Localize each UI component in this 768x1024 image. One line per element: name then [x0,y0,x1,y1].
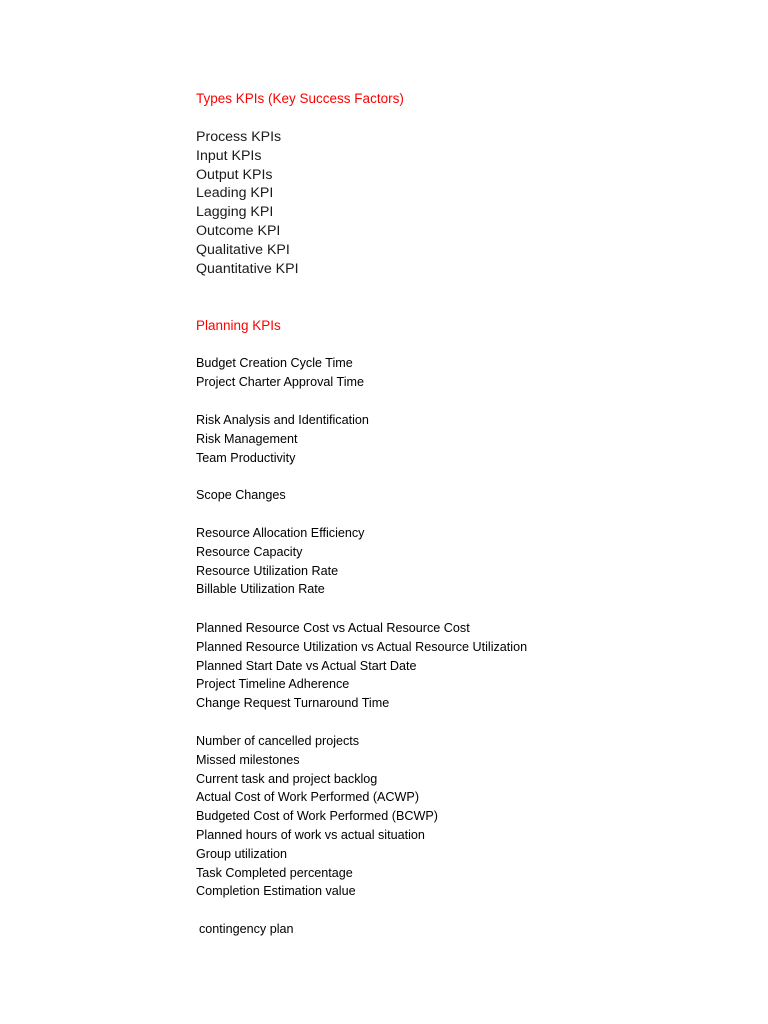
list-item: Current task and project backlog [196,771,378,786]
list-item: Input KPIs [196,147,262,164]
planning-group [196,354,364,392]
list-item: Team Productivity [196,450,296,465]
list-item: Process KPIs [196,129,282,145]
list-item: Lagging KPI [196,204,274,221]
planning-kpis-heading: Planning KPIs [196,318,281,333]
planning-group [196,732,438,901]
list-item: Actual Cost of Work Performed (ACWP) [196,790,420,805]
list-item: Task Completed percentage [196,865,353,880]
list-item: Missed milestones [196,752,300,767]
list-item: Risk Analysis and Identification [196,413,369,427]
list-item: Budgeted Cost of Work Performed (BCWP) [196,809,438,824]
planning-group [196,486,286,505]
list-item: Project Charter Approval Time [196,374,364,389]
list-item: Quantitative KPI [196,260,299,277]
list-item: Outcome KPI [196,222,281,239]
list-item: Resource Utilization Rate [196,563,339,578]
list-item: Budget Creation Cycle Time [196,356,353,370]
list-item: Change Request Turnaround Time [196,696,390,711]
list-item: Planned Start Date vs Actual Start Date [196,658,417,673]
list-item: Resource Allocation Efficiency [196,526,365,540]
list-item: Leading KPI [196,185,274,202]
planning-group [199,920,294,939]
list-item: Output KPIs [196,166,273,183]
list-item: Completion Estimation value [196,884,356,899]
list-item: Group utilization [196,846,288,861]
list-item: Qualitative KPI [196,241,290,258]
list-item: Number of cancelled projects [196,734,360,748]
list-item: Resource Capacity [196,544,303,559]
list-item: Risk Management [196,431,298,446]
types-kpis-heading: Types KPIs (Key Success Factors) [196,91,404,106]
planning-group [196,524,364,599]
list-item: Planned Resource Utilization vs Actual Resource Utilization [196,639,528,654]
list-item: Planned hours of work vs actual situation [196,827,425,842]
list-item: Project Timeline Adherence [196,677,350,692]
list-item: contingency plan [199,922,294,936]
planning-group [196,619,527,713]
list-item: Scope Changes [196,488,286,502]
list-item: Planned Resource Cost vs Actual Resource Cost [196,621,470,635]
types-kpis-list [196,128,299,278]
list-item: Billable Utilization Rate [196,582,325,597]
planning-group [196,411,369,467]
